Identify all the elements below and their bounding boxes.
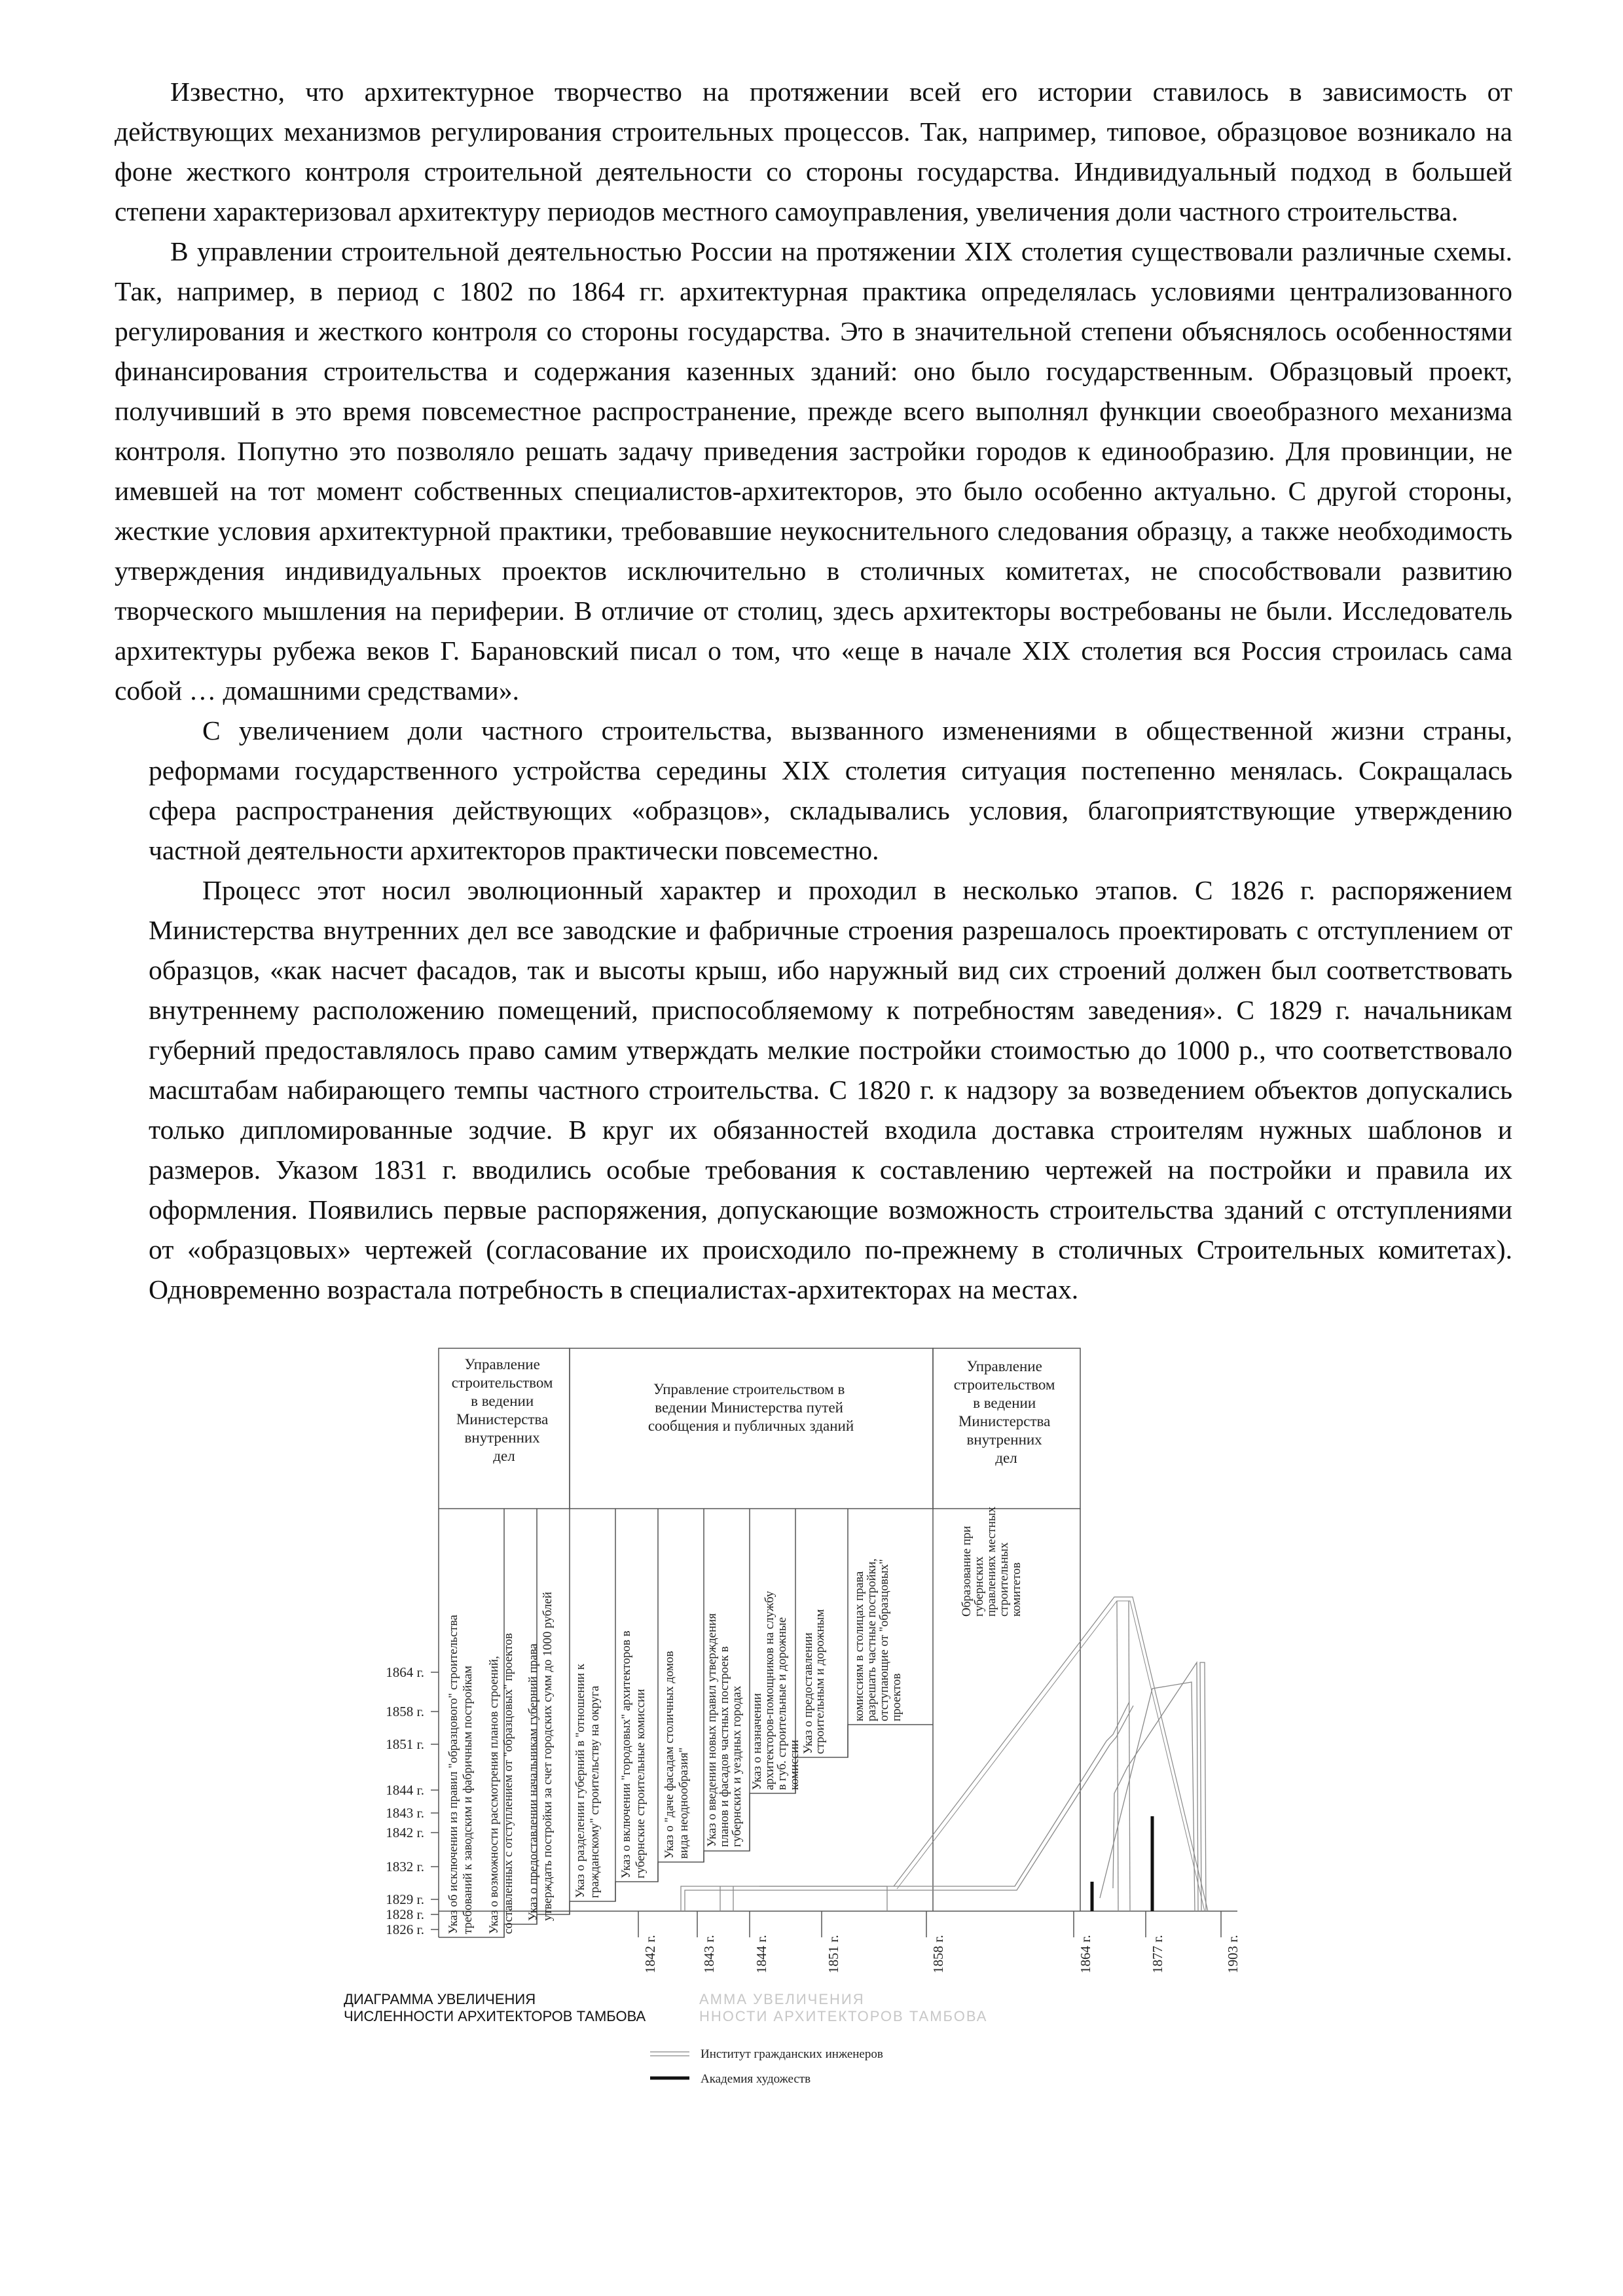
decree-10b: губернских [972, 1556, 986, 1617]
article-text [115, 72, 1512, 1310]
decree-8c: в губ. строительные и дорожные [775, 1617, 789, 1790]
legend [650, 2047, 883, 2086]
header-text-3: Управление строительством в ведении Министерства внутренних дел [953, 1358, 1055, 1466]
legend-item-academy [650, 2072, 811, 2086]
y-label: 1826 г. [386, 1922, 424, 1937]
decree-4a: Указ о разделении губерний в "отношении к [574, 1664, 587, 1898]
series-academy [1092, 1816, 1152, 1911]
decree-7b: планов и фасадов частных построек в [718, 1646, 731, 1847]
paragraph-4: Процесс этот носил эволюционный характер и проходил в несколько этапов. С 1826 г. распоряжением Министерства внутренних дел все заводские и фабричные строения разрешалось проектировать с отступлением от образцов, «как насчет фасадов, так и высоты крыш, ибо наружный вид сих строений должен был соответствовать внутреннему расположению помещений, приспособляемому к потребностям заведения». С 1829 г. начальникам губерний предоставлялось право самим утверждать мелкие постройки стоимостью до 1000 р., что соответствовало масштабам набирающего темпы частного строительства. С 1820 г. к надзору за возведением объектов допускались только дипломированные зодчие. В круг их обязанностей входила доставка строителям нужных шаблонов и размеров. Указом 1831 г. вводились особые требования к составлению чертежей на постройки и правила их оформления. Появились первые распоряжения, допускающие возможность строительства зданий с отступлениями от «образцовых» чертежей (согласование их происходило по-прежнему в столичных Строительных комитетах). Одновременно возрастала потребность в специалистах-архитекторах на местах. [149, 875, 1512, 1304]
decree-10d: строительных [997, 1542, 1011, 1617]
decree-2a: Указ о возможности рассмотрения планов строений, [487, 1656, 501, 1934]
y-label: 1828 г. [386, 1907, 424, 1922]
y-label: 1842 г. [386, 1825, 424, 1840]
y-axis-labels [386, 1664, 424, 1937]
decree-7a: Указ о введении новых правил утверждения [705, 1613, 719, 1847]
x-label: 1844 г. [754, 1935, 769, 1973]
y-label: 1832 г. [386, 1859, 424, 1874]
x-label: 1864 г. [1078, 1935, 1093, 1973]
ghost-caption-1: АММА УВЕЛИЧЕНИЯ [699, 1991, 865, 2007]
y-label: 1851 г. [386, 1736, 424, 1752]
decree-9a: Указ о предоставлении [801, 1632, 815, 1754]
decree-10e: комитетов [1010, 1562, 1023, 1617]
paragraph-2: В управлении строительной деятельностью России на протяжении XIX столетия существовали различные схемы. Так, например, в период с 1802 по 1864 гг. архитектурная практика определялась условиями централизованного регулирования и жесткого контроля со стороны государства. Это в значительной степени объяснялось особенностями финансирования строительства и содержания казенных зданий: оно было государственным. Образцовый проект, получивший в это время повсеместное распространение, прежде всего выполнял функции своеобразного механизма контроля. Попутно это позволяло решать задачу приведения застройки городов к единообразию. Для провинции, не имевшей на тот момент собственных специалистов-архитекторов, это было особенно актуально. С другой стороны, жесткие условия архитектурной практики, требовавшие неукоснительного следования образцу, а также необходимость утверждения индивидуальных проектов исключительно в столичных комитетах, не способствовали развитию творческого мышления на периферии. В отличие от столиц, здесь архитекторы востребованы не были. Исследователь архитектуры рубежа веков Г. Барановский писал о том, что «еще в начале XIX столетия вся Россия строилась сама собой … домашними средствами». [115, 236, 1512, 706]
decree-6b: вида неоднообразия" [677, 1747, 691, 1859]
legend-item-institute [650, 2047, 883, 2061]
decree-10a: Образование при [960, 1526, 974, 1617]
x-label: 1851 г. [826, 1935, 841, 1973]
paragraph-3: С увеличением доли частного строительства, вызванного изменениями в общественной жизни страны, реформами государственного устройства середины XIX столетия ситуация постепенно менялась. Сокращалась сфера распространения действующих «образцов», складывались условия, благоприятствующие утверждению частной деятельности архитекторов практически повсеместно. [149, 715, 1512, 865]
caption-line-2: ЧИСЛЕННОСТИ АРХИТЕКТОРОВ ТАМБОВА [344, 2008, 646, 2024]
decree-1b: требований к заводским и фабричным постройкам [461, 1666, 475, 1934]
x-label: 1842 г. [642, 1935, 658, 1973]
paragraph-1: Известно, что архитектурное творчество на протяжении всей его истории ставилось в зависимость от действующих механизмов регулирования строительных процессов. Так, например, типовое, образцовое возникало на фоне жесткого контроля строительной деятельности со стороны государства. Индивидуальный подход в большей степени характеризовал архитектуру периодов местного самоуправления, увеличения доли частного строительства. [115, 77, 1512, 226]
decree-3a: Указ о предоставлении начальникам губерний права [526, 1643, 540, 1921]
decree-6a: Указ о "даче фасадам столичных домов [663, 1651, 676, 1859]
decree-9b: строительным и дорожным [813, 1609, 827, 1754]
decree-9f: проектов [890, 1673, 903, 1721]
y-label: 1844 г. [386, 1782, 424, 1798]
decree-9d: разрешать частные постройки, [865, 1558, 879, 1721]
x-axis-labels [642, 1935, 1241, 1973]
decree-2b: составленных с отступлением от "образцовых" проектов [501, 1633, 515, 1934]
decree-1a: Указ об исключении из правил "образцового" строительства [447, 1615, 460, 1934]
decree-9e: отступающие от "образцовых" [877, 1559, 891, 1721]
header-text-2: Управление строительством в ведении Министерства путей сообщения и публичных зданий [647, 1381, 854, 1434]
y-label: 1864 г. [386, 1664, 424, 1680]
y-label: 1843 г. [386, 1805, 424, 1821]
decree-5b: губернские строительные комиссии [634, 1689, 647, 1878]
y-label: 1858 г. [386, 1704, 424, 1719]
decree-5a: Указ о включении "городовых" архитекторов в [619, 1630, 633, 1878]
decree-8d: комиссии [788, 1740, 801, 1790]
legend-label-academy: Академия художеств [701, 2072, 811, 2086]
x-label: 1843 г. [701, 1935, 717, 1973]
decree-labels [447, 1506, 1023, 1934]
decree-4b: гражданскому" строительству на округа [588, 1685, 602, 1898]
x-label: 1903 г. [1225, 1935, 1241, 1973]
header-text-1: Управление строительством в ведении Министерства внутренних дел [451, 1356, 553, 1464]
decree-3b: утверждать постройки за счет городских сумм до 1000 рублей [541, 1592, 555, 1921]
decree-9c: комиссиям в столицах права [852, 1571, 866, 1721]
x-label: 1858 г. [930, 1935, 946, 1973]
architects-diagram [0, 1335, 1623, 2140]
x-label: 1877 г. [1150, 1935, 1165, 1973]
decree-10c: правлениях местных [985, 1506, 998, 1617]
y-label: 1829 г. [386, 1892, 424, 1907]
legend-label-institute: Институт гражданских инженеров [701, 2047, 883, 2061]
decree-8b: архитекторов-помощников на службу [763, 1590, 776, 1790]
decree-7c: губернских и уездных городах [730, 1685, 744, 1847]
ghost-caption-2: ННОСТИ АРХИТЕКТОРОВ ТАМБОВА [699, 2008, 988, 2024]
caption-line-1: ДИАГРАММА УВЕЛИЧЕНИЯ [344, 1991, 536, 2007]
decree-8a: Указ о назначении [750, 1693, 764, 1790]
